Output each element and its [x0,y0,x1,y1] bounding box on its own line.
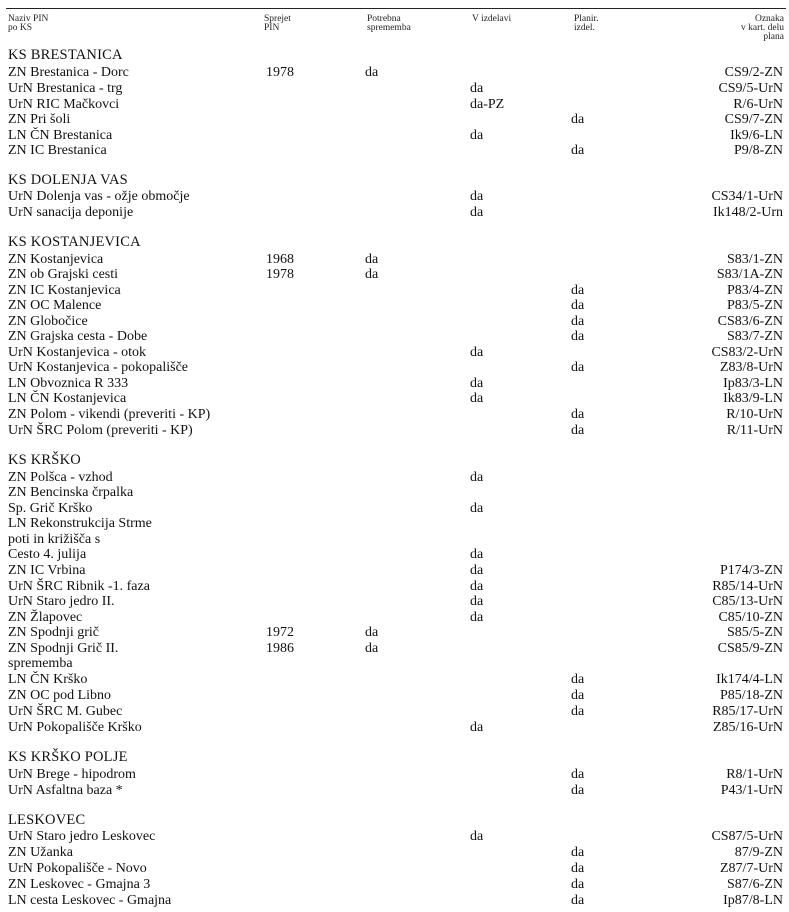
cell-planned: da [571,704,585,719]
cell-in-progress: da [470,501,484,516]
cell-change: da [365,252,379,267]
cell-mark: CS83/6-ZN [717,314,783,329]
cell-change: da [365,65,379,80]
cell-mark: C85/10-ZN [718,610,783,625]
cell-name: UrN Dolenja vas - ožje območje [8,189,190,204]
table-row [0,893,789,908]
cell-mark: P83/4-ZN [727,283,783,298]
cell-name: ZN IC Kostanjevica [8,283,121,298]
cell-name: poti in križišča s [8,532,101,547]
table-row [0,767,789,782]
section-heading [0,813,789,828]
cell-mark: Ip87/8-LN [723,893,783,908]
cell-in-progress: da-PZ [470,97,505,112]
cell-planned: da [571,423,585,438]
table-row [0,861,789,876]
cell-mark: P9/8-ZN [734,143,783,158]
table-row [0,641,789,656]
header-work-line: V izdelavi [472,14,512,24]
cell-in-progress: da [470,829,484,844]
header-plan-line: izdel. [574,23,595,33]
header-mark-line: plana [763,32,784,42]
cell-name: UrN ŠRC Polom (preveriti - KP) [8,423,193,438]
cell-name: ZN IC Brestanica [8,143,107,158]
cell-in-progress: da [470,376,484,391]
header-name-line: Naziv PIN [8,14,49,24]
cell-planned: da [571,298,585,313]
table-row [0,625,789,640]
cell-mark: P43/1-UrN [720,783,783,798]
cell-in-progress: da [470,563,484,578]
cell-mark: S83/7-ZN [727,329,783,344]
section-title: KS BRESTANICA [8,47,123,63]
cell-year: 1972 [266,625,294,640]
table-row [0,532,789,547]
cell-name: LN cesta Leskovec - Gmajna [8,893,172,908]
table-row [0,610,789,625]
cell-mark: CS9/5-UrN [718,81,783,96]
table-row [0,547,789,562]
cell-in-progress: da [470,594,484,609]
table-row [0,563,789,578]
header-mark-line: v kart. delu [740,23,784,33]
header-change-line: Potrebna [367,14,401,24]
cell-name: LN ČN Krško [8,672,88,687]
table-row [0,205,789,220]
header-name-line: po KS [8,23,33,33]
table-row [0,143,789,158]
cell-mark: R85/17-UrN [712,704,783,719]
cell-mark: R/10-UrN [726,407,783,422]
cell-year: 1986 [266,641,294,656]
cell-planned: da [571,767,585,782]
cell-mark: Ik148/2-Urn [713,205,783,220]
header-mark-line: Oznaka [754,14,784,24]
cell-in-progress: da [470,391,484,406]
cell-planned: da [571,688,585,703]
table-row [0,360,789,375]
cell-name: LN ČN Kostanjevica [8,391,127,406]
cell-mark: R/6-UrN [733,97,783,112]
cell-name: ZN ob Grajski cesti [8,267,119,282]
cell-mark: CS34/1-UrN [711,189,783,204]
cell-name: ZN Polšca - vzhod [8,470,113,485]
header-change-line: sprememba [367,23,411,33]
cell-name: UrN sanacija deponije [8,205,134,220]
cell-mark: CS85/9-ZN [717,641,783,656]
cell-in-progress: da [470,547,484,562]
cell-name: UrN Brege - hipodrom [8,767,136,782]
cell-year: 1968 [266,252,294,267]
cell-name: ZN OC pod Libno [8,688,112,703]
cell-in-progress: da [470,470,484,485]
table-row [0,501,789,516]
cell-mark: CS83/2-UrN [711,345,783,360]
cell-name: UrN Pokopališče - Novo [8,861,147,876]
cell-mark: Ip83/3-LN [723,376,783,391]
cell-mark: P85/18-ZN [720,688,783,703]
cell-in-progress: da [470,579,484,594]
table-row [0,423,789,438]
cell-planned: da [571,861,585,876]
table-row [0,391,789,406]
section-heading [0,173,789,188]
cell-mark: Ik83/9-LN [723,391,783,406]
cell-name: ZN Užanka [8,845,73,860]
cell-name: UrN ŠRC Ribnik -1. faza [8,579,150,594]
table-row [0,470,789,485]
section-heading [0,453,789,468]
cell-name: ZN Spodnji Grič II. [8,641,119,656]
cell-mark: CS9/2-ZN [724,65,783,80]
table-row [0,298,789,313]
table-row [0,81,789,96]
cell-mark: S87/6-ZN [727,877,783,892]
cell-name: LN Rekonstrukcija Strme [8,516,152,531]
table-row [0,189,789,204]
section-heading [0,750,789,765]
cell-in-progress: da [470,81,484,96]
cell-name: UrN Brestanica - trg [8,81,123,96]
section-title: KS KOSTANJEVICA [8,234,141,250]
cell-name: UrN Kostanjevica - otok [8,345,147,360]
cell-name: UrN Asfaltna baza * [8,783,123,798]
cell-planned: da [571,407,585,422]
cell-in-progress: da [470,720,484,735]
table-row [0,783,789,798]
table-row [0,128,789,143]
cell-mark: R/11-UrN [726,423,783,438]
table-row [0,376,789,391]
cell-in-progress: da [470,128,484,143]
cell-name: ZN Pri šoli [8,112,71,127]
table-row [0,877,789,892]
table-row [0,485,789,500]
table-row [0,283,789,298]
cell-name: ZN Brestanica - Dorc [8,65,129,80]
cell-name: UrN RIC Mačkovci [8,97,120,112]
cell-name: ZN Bencinska črpalka [8,485,134,500]
cell-name: ZN Žlapovec [8,610,83,625]
cell-mark: S83/1A-ZN [716,267,783,282]
table-row [0,407,789,422]
cell-mark: P174/3-ZN [720,563,783,578]
cell-mark: Z87/7-UrN [720,861,783,876]
cell-mark: R8/1-UrN [726,767,783,782]
cell-planned: da [571,143,585,158]
cell-mark: Ik9/6-LN [730,128,783,143]
cell-planned: da [571,877,585,892]
table-row [0,845,789,860]
cell-change: da [365,641,379,656]
cell-planned: da [571,112,585,127]
cell-name: LN ČN Brestanica [8,128,113,143]
cell-name: Cesto 4. julija [8,547,87,562]
section-heading [0,235,789,250]
cell-name: UrN Pokopališče Krško [8,720,142,735]
table-row [0,688,789,703]
cell-year: 1978 [266,65,294,80]
cell-planned: da [571,893,585,908]
table-row [0,594,789,609]
table-row [0,704,789,719]
cell-planned: da [571,783,585,798]
table-row [0,720,789,735]
cell-name: Sp. Grič Krško [8,501,93,516]
cell-mark: Z85/16-UrN [713,720,783,735]
table-row [0,97,789,112]
cell-mark: S83/1-ZN [727,252,783,267]
section-title: KS DOLENJA VAS [8,172,128,188]
table-row [0,672,789,687]
section-title: KS KRŠKO POLJE [8,749,128,765]
cell-planned: da [571,672,585,687]
cell-name: ZN Polom - vikendi (preveriti - KP) [8,407,211,422]
cell-mark: Ik174/4-LN [716,672,783,687]
cell-mark: P83/5-ZN [727,298,783,313]
cell-planned: da [571,314,585,329]
section-title: KS KRŠKO [8,452,81,468]
table-row [0,829,789,844]
cell-name: sprememba [8,656,73,671]
table-row [0,252,789,267]
cell-name: ZN IC Vrbina [8,563,86,578]
cell-name: ZN Kostanjevica [8,252,104,267]
table-row [0,656,789,671]
table-row [0,579,789,594]
cell-name: ZN Globočice [8,314,88,329]
cell-mark: C85/13-UrN [712,594,783,609]
table-row [0,65,789,80]
cell-planned: da [571,845,585,860]
table-row [0,112,789,127]
cell-name: ZN Grajska cesta - Dobe [8,329,148,344]
cell-mark: R85/14-UrN [712,579,783,594]
cell-in-progress: da [470,189,484,204]
cell-in-progress: da [470,205,484,220]
section-heading [0,48,789,63]
cell-name: UrN Staro jedro II. [8,594,115,609]
cell-name: LN Obvoznica R 333 [8,376,129,391]
table-row [0,267,789,282]
cell-planned: da [571,329,585,344]
cell-mark: S85/5-ZN [727,625,783,640]
cell-mark: 87/9-ZN [734,845,783,860]
cell-mark: CS87/5-UrN [711,829,783,844]
cell-change: da [365,625,379,640]
table-row [0,329,789,344]
cell-in-progress: da [470,345,484,360]
cell-name: ZN Leskovec - Gmajna 3 [8,877,151,892]
cell-year: 1978 [266,267,294,282]
table-row [0,516,789,531]
cell-planned: da [571,360,585,375]
section-title: LESKOVEC [8,812,86,828]
cell-change: da [365,267,379,282]
cell-mark: CS9/7-ZN [724,112,783,127]
cell-name: ZN Spodnji grič [8,625,99,640]
cell-name: UrN Staro jedro Leskovec [8,829,156,844]
cell-planned: da [571,283,585,298]
cell-in-progress: da [470,610,484,625]
cell-name: UrN Kostanjevica - pokopališče [8,360,188,375]
table-row [0,345,789,360]
cell-name: ZN OC Malence [8,298,102,313]
cell-mark: Z83/8-UrN [720,360,783,375]
header-plan-line: Planir. [574,14,599,24]
header-year-line: PIN [264,23,280,33]
cell-name: UrN ŠRC M. Gubec [8,704,123,719]
header-year-line: Sprejet [264,14,291,24]
table-row [0,314,789,329]
